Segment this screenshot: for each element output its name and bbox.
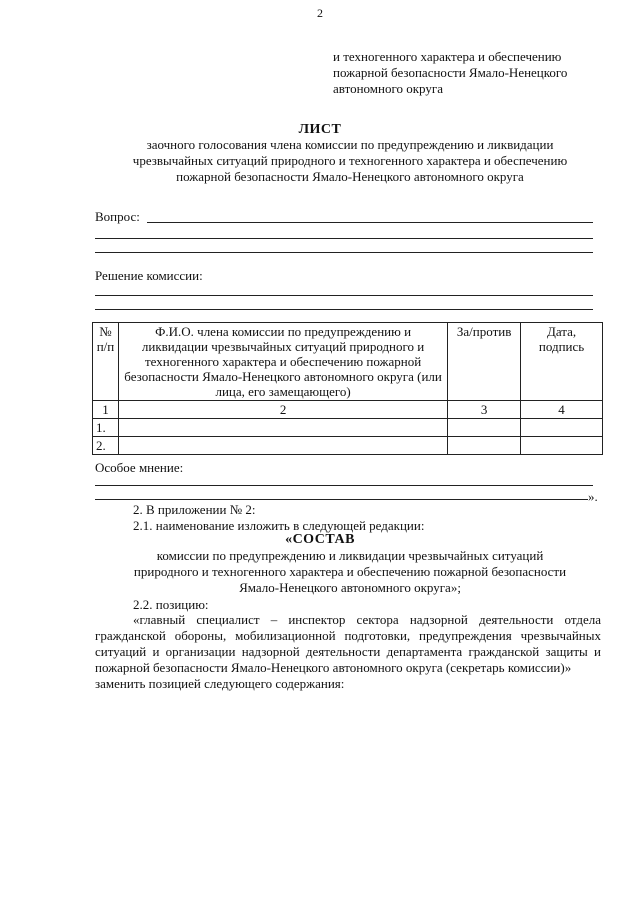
question-label: Вопрос: xyxy=(95,209,140,224)
sostav-title: «СОСТАВ xyxy=(285,532,355,547)
item-2-1: 2.1. наименование изложить в следующей редакции: xyxy=(133,518,425,533)
numbering-cell: 3 xyxy=(448,401,521,419)
table-row xyxy=(93,437,603,455)
question-line-3[interactable] xyxy=(95,252,593,253)
subtitle-line: заочного голосования члена комиссии по предупреждению и ликвидации xyxy=(146,137,554,152)
special-opinion-label: Особое мнение: xyxy=(95,460,184,475)
sostav-line: природного и техногенного характера и обеспечению пожарной безопасности xyxy=(133,564,567,579)
header-date-signature: Дата, подпись xyxy=(521,323,603,401)
header-line: пожарной безопасности Ямало-Ненецкого xyxy=(333,65,568,80)
sostav-line: Ямало-Ненецкого автономного округа»; xyxy=(239,580,461,595)
header-vote: За/против xyxy=(448,323,521,401)
document-title: ЛИСТ xyxy=(298,122,342,137)
closing-quote: ». xyxy=(588,489,598,504)
row-signature-cell[interactable] xyxy=(521,419,603,437)
row-name-cell[interactable] xyxy=(118,437,447,455)
replace-text: заменить позицией следующего содержания: xyxy=(95,676,345,691)
table-header-row xyxy=(93,323,603,401)
table-numbering-row xyxy=(93,401,603,419)
header-block xyxy=(333,49,623,97)
row-name-cell[interactable] xyxy=(118,419,447,437)
question-line-2[interactable] xyxy=(95,238,593,239)
numbering-cell: 1 xyxy=(93,401,119,419)
page-number: 2 xyxy=(317,6,323,20)
header-name: Ф.И.О. члена комиссии по предупреждению и ликвидации чрезвычайных ситуаций природного и техногенного характера и обеспечению пожарной безопасности Ямало-Ненецкого автономного округа (или лица, его замещающего) xyxy=(118,323,447,401)
header-number: № п/п xyxy=(93,323,119,401)
position-text: «главный специалист – инспектор сектора надзорной деятельности отдела гражданской обороны, мобилизационной подготовки, предупреждения чрезвычайных ситуаций и организации надзорной деятельности департамента гражданской защиты и пожарной безопасности Ямало-Ненецкого автономного округа (секретарь комиссии)» xyxy=(95,612,601,675)
sostav-block xyxy=(90,548,610,596)
question-line-1[interactable] xyxy=(147,222,593,223)
table-row xyxy=(93,419,603,437)
decision-line-1[interactable] xyxy=(95,295,593,296)
item-2-2: 2.2. позицию: xyxy=(133,597,209,612)
subtitle-line: пожарной безопасности Ямало-Ненецкого автономного округа xyxy=(176,169,524,184)
numbering-cell: 4 xyxy=(521,401,603,419)
opinion-line-1[interactable] xyxy=(95,485,593,486)
header-line: автономного округа xyxy=(333,81,443,96)
sostav-line: комиссии по предупреждению и ликвидации чрезвычайных ситуаций xyxy=(156,548,544,563)
row-vote-cell[interactable] xyxy=(448,419,521,437)
decision-label: Решение комиссии: xyxy=(95,268,203,283)
row-number: 1. xyxy=(93,419,119,437)
item-2: 2. В приложении № 2: xyxy=(133,502,256,517)
header-line: и техногенного характера и обеспечению xyxy=(333,49,562,64)
row-vote-cell[interactable] xyxy=(448,437,521,455)
document-subtitle xyxy=(90,137,610,185)
decision-line-2[interactable] xyxy=(95,309,593,310)
subtitle-line: чрезвычайных ситуаций природного и техногенного характера и обеспечению xyxy=(132,153,568,168)
voting-table xyxy=(92,322,603,455)
row-signature-cell[interactable] xyxy=(521,437,603,455)
row-number: 2. xyxy=(93,437,119,455)
numbering-cell: 2 xyxy=(118,401,447,419)
opinion-line-2[interactable] xyxy=(95,499,588,500)
